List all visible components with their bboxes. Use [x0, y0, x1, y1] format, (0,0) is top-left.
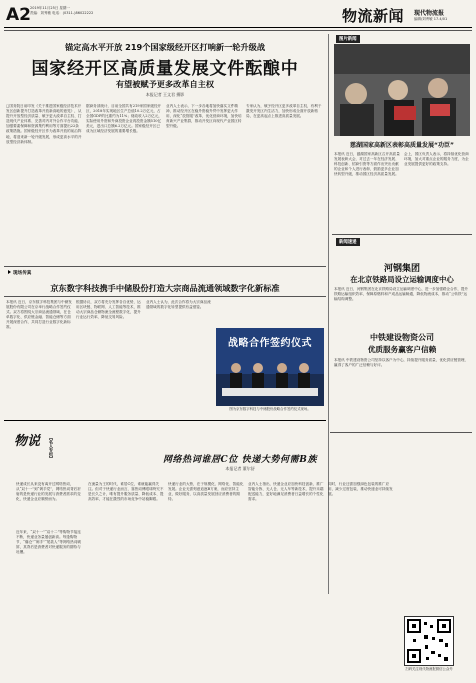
brief-rule — [332, 234, 472, 235]
jd-body-col-2 — [76, 300, 142, 404]
column-body-col-2 — [88, 482, 164, 676]
column-paragraph: 业内人士指出，快递企业应加快科技创新，推广智能分拣、无人仓、无人车等新技术，提升末端配送能力，更好地满足消费者日益增长的个性化需求。 — [248, 482, 324, 502]
page-number: A2 — [6, 5, 31, 25]
jd-body-col-1 — [6, 300, 72, 404]
column-body-col-4 — [248, 482, 324, 676]
column-paragraph: 同时，行业还需加强绿色包装的推广应用，减少过度包装，推动快递业可持续发展。 — [328, 482, 393, 497]
award-ceremony-photo — [334, 44, 470, 136]
lead-byline: 本报记者 王文君 摄影 — [145, 92, 185, 97]
qr-code — [404, 616, 454, 666]
qr-label: 扫码关注现代物流报微信公众号 — [405, 667, 453, 671]
column-headline: 网络热词谁居C位 快递大势何需B族 — [162, 455, 318, 465]
column-body-col-1 — [16, 530, 82, 676]
editor-line: 编辑/刘秀敏 17.4/01 — [414, 17, 448, 21]
jd-paragraph: 业内人士认为，此次合作将为大宗商品流通领域的数字化转型提供有益借鉴。 — [146, 300, 211, 310]
lead-subhead: 有望被赋予更多改革自主权 — [115, 79, 215, 89]
column-rule-right — [330, 432, 472, 433]
column-paragraph: 快递行业的大势，在于规模化、网络化、智能化发展。企业无需刻意追逐B方案，而应坚持主业，做好服务，以高质量发展回应消费者的期待。 — [168, 482, 244, 502]
lead-paragraph: 专家认为，赋予经开区更多改革自主权，有利于激发开发区内生活力，加快形成全面开放新格局，在更高起点上推进高质量发展。 — [246, 104, 322, 119]
signing-photo — [216, 328, 324, 406]
column-byline: 本报记者 董尔舒 — [225, 466, 255, 471]
lead-body-col-1 — [6, 104, 82, 262]
jd-rule-bottom — [4, 296, 326, 297]
column-intro-text: 快递成长从来没有离开过网络热词，从“双十一”到“剁手党”，网络热词背后折射的是快递行业的发展与消费者需求的变化，快递企业应顺势而为。 — [16, 482, 81, 502]
brief-headline-2: 中铁建设物资公司 — [370, 333, 434, 342]
jd-story-tag-label: 现场传真 — [13, 271, 32, 276]
masthead-rule — [4, 27, 472, 28]
jd-paragraph: 根据协议，双方将充分发挥各自优势，运用区块链、物联网、人工智能等技术，推动大宗商品仓储物流全流程数字化，提升行业运行效率，降低交易风险。 — [76, 300, 141, 320]
lead-kicker: 锚定高水平开放 219个国家级经开区打响新一轮升级战 — [64, 42, 266, 52]
column-paragraph: 在流量为王的时代，谁居C位，谁就能赢得关注。但对于快递行业而言，靠热词博眼球终究不是长久之计，唯有提升服务质量、降低成本、提高效率，才能在激烈的市场竞争中站稳脚跟。 — [88, 482, 164, 502]
column-body-col-5 — [328, 482, 394, 676]
jd-paragraph: 本报讯 近日，京东数字科技集团与中储发展股份有限公司在京举行战略合作签约仪式。双方将围绕大宗商品流通领域，在仓单数字化、供应链金融、智能仓储等方面开展深度合作，共同打造行业数字化新标准。 — [6, 300, 72, 330]
jd-rule-top — [4, 266, 326, 267]
lead-paragraph: 业内人士表示，下一步各地将加快落实文件精神，推动经开区在稳外资稳外贸中发挥更大作用，深化“放管服”改革，优化营商环境，加快培育新兴产业集群，推动开发区向现代产业园区转型升级。 — [166, 104, 242, 129]
lead-body-col-3 — [166, 104, 242, 262]
lead-paragraph: 据商务部统计，目前全国共有219家国家级经开区，2018年实现地区生产总值10.2万亿元，占全国GDP的比重约为11%；财政收入2万亿元，实际使用外资和外商投资企业再投资金额510亿美元，进出口总额6.2万亿元。国家级经开区已成为区域经济发展的重要增长极。 — [86, 104, 162, 134]
jd-headline: 京东数字科技携手中储股份打造大宗商品流通领域数字化新标准 — [50, 283, 280, 293]
brief-body — [334, 287, 470, 321]
column-body-col-3 — [168, 482, 244, 676]
lead-headline: 国家经开区高质量发展文件酝酿中 — [31, 59, 299, 79]
dateline-date: 2019年11月25日 星期一 — [30, 6, 70, 10]
brief-paragraph-2: 本报讯 中铁建设物资公司坚持以客户为中心，持续提升服务质量，优化供应链管理，赢得了客户的广泛信赖与好评。 — [334, 358, 469, 368]
section-title: 物流新闻 — [342, 7, 405, 25]
sidebar-paragraph: 会上，园区负责人表示，将持续优化营商环境，加大对重点企业的服务力度，为企业发展提供更好的政策支持。 — [404, 152, 469, 167]
jd-story-tag — [8, 270, 31, 276]
dateline — [30, 6, 150, 15]
column-logo: 物说 — [14, 434, 41, 449]
photo-news-caption: 慈湖国家高新区表彰高质量发展“功臣” — [350, 142, 454, 149]
masthead-rule-thin — [4, 30, 472, 31]
brief-subhead-2: 优质服务赢客户信赖 — [367, 345, 437, 354]
signing-photo-caption: 图为京东数字科技与中储股份战略合作签约仪式现场。 — [229, 407, 311, 411]
brief-body-2 — [334, 358, 470, 430]
jd-body-col-3 — [146, 300, 212, 326]
news-brief-tag: 新闻速递 — [336, 238, 360, 246]
lead-paragraph: □国务院日前印发《关于推进国家级经济技术开发区创新提升打造改革开放新高地的意见》，从提升开放型经济质量、赋予更大改革自主权、打造现代产业体系、完善对内对外合作平台功能、加强要素保障和资源集约利用等方面提出22条政策措施。国家级经开区作为改革开放的前沿阵地，将迎来新一轮升级发展，形成更高水平的开放型经济新体制。 — [6, 104, 82, 144]
signing-banner: 战略合作签约仪式 — [228, 338, 312, 349]
column-name: 【名人专栏】 — [49, 436, 54, 460]
newspaper-brand: 现代物流报 — [414, 10, 445, 17]
column-intro — [16, 482, 82, 528]
lead-body-col-2 — [86, 104, 162, 262]
brief-org: 河钢集团 — [383, 264, 420, 274]
photo-news-tag: 图片新闻 — [336, 35, 360, 43]
dateline-editor: 责编：刘秀敏 电话：(0311-)86022222 — [30, 10, 94, 15]
column-rule — [4, 420, 326, 421]
photo-news-body-col-1 — [334, 152, 400, 232]
arrow-icon — [8, 270, 11, 274]
lead-body-col-4 — [246, 104, 322, 262]
brief-paragraph: 本报讯 近日，河钢集团在北京铁路局设立运输调度中心，进一步加强路企合作，提升铁路运输组织效率，保障原燃料和产成品运输畅通，降低物流成本，推动“公转铁”运输结构调整。 — [334, 287, 469, 302]
sidebar-paragraph: 本报讯 近日，慈湖国家高新区召开高质量发展表彰大会，对过去一年在经济发展、科技创新、招商引资等方面作出突出贡献的企业和个人进行表彰，鼓励更多企业加快转型升级，推动园区经济高质量发展。 — [334, 152, 400, 177]
photo-news-body-col-2 — [404, 152, 470, 232]
brief-headline: 在北京铁路局设立运输调度中心 — [350, 275, 454, 284]
column-paragraph: 近年来，“双十一”“双十二”等购物节接连不断，快递业务量屡创新高。每逢购物节，“爆仓”“剁手”“尾款人”等网络热词刷屏，其背后是消费者对快递服务的期待与吐槽。 — [16, 530, 81, 555]
